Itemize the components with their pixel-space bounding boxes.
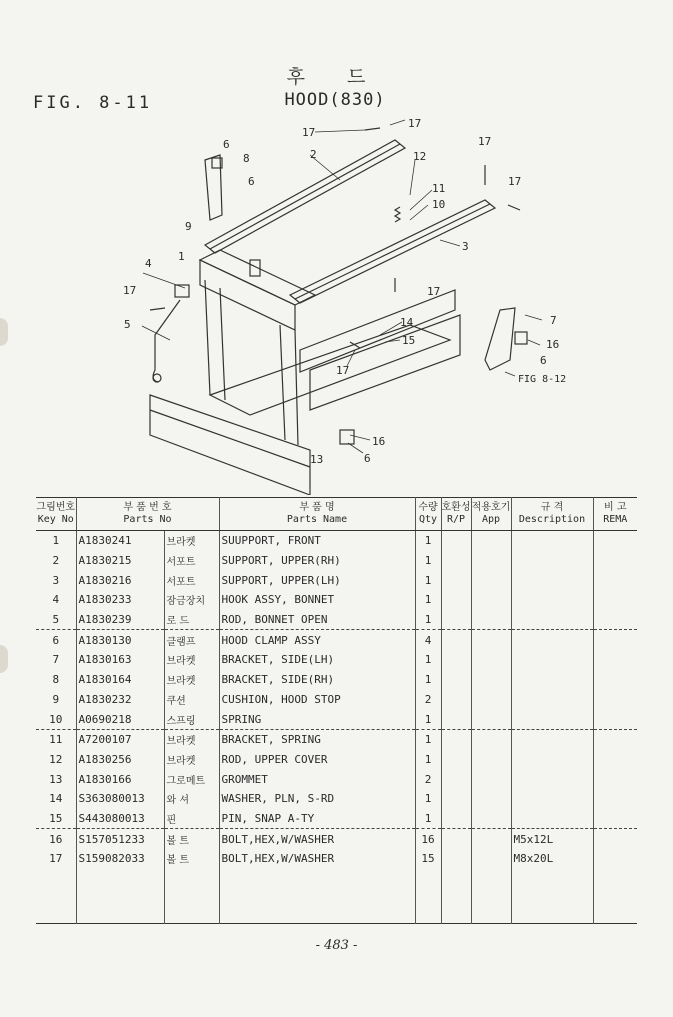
hood-frame-drawing [150, 128, 527, 495]
app-cell [471, 769, 511, 789]
callout-17: 17 [123, 284, 137, 297]
part-number-cell: A1830215 [76, 551, 164, 571]
rp-cell [441, 750, 471, 770]
app-cell [471, 829, 511, 849]
app-cell [471, 570, 511, 590]
description-cell [511, 670, 593, 690]
description-cell [511, 789, 593, 809]
remarks-cell [593, 829, 637, 849]
qty-cell: 1 [415, 610, 441, 630]
qty-cell: 1 [415, 551, 441, 571]
remarks-cell [593, 789, 637, 809]
page-title: HOOD(830) [284, 90, 386, 110]
callout-10: 10 [432, 198, 446, 211]
rp-cell [441, 690, 471, 710]
rp-cell [441, 809, 471, 829]
header-remarks: 비 고 REMA [593, 498, 637, 531]
table-row [36, 789, 637, 809]
callout-4: 4 [145, 257, 152, 270]
app-cell [471, 849, 511, 869]
korean-name-cell: 브라켓 [164, 670, 219, 690]
description-cell [511, 650, 593, 670]
korean-name-cell: 쿠션 [164, 690, 219, 710]
remarks-cell [593, 551, 637, 571]
qty-cell: 1 [415, 590, 441, 610]
header-description: 규 격 Description [511, 498, 593, 531]
callout-12: 12 [413, 150, 427, 163]
rp-cell [441, 551, 471, 571]
empty-cell [511, 869, 593, 924]
binder-hole [0, 318, 8, 346]
callout-15: 15 [402, 334, 416, 347]
part-name-cell: GROMMET [219, 769, 415, 789]
figure-label: FIG. 8-11 [33, 93, 153, 113]
empty-cell [219, 869, 415, 924]
empty-cell [164, 869, 219, 924]
qty-cell: 1 [415, 809, 441, 829]
part-name-cell: PIN, SNAP A-TY [219, 809, 415, 829]
empty-cell [76, 869, 164, 924]
rp-cell [441, 610, 471, 630]
empty-cell [36, 869, 76, 924]
part-number-cell: A1830166 [76, 769, 164, 789]
rp-cell [441, 650, 471, 670]
table-row [36, 849, 637, 869]
part-name-cell: BRACKET, SIDE(LH) [219, 650, 415, 670]
description-cell [511, 769, 593, 789]
key-cell: 10 [36, 709, 76, 729]
callout-6: 6 [540, 354, 547, 367]
rp-cell [441, 590, 471, 610]
remarks-cell [593, 750, 637, 770]
empty-cell [471, 869, 511, 924]
table-row [36, 809, 637, 829]
part-number-cell: A0690218 [76, 709, 164, 729]
part-number-cell: S159082033 [76, 849, 164, 869]
korean-name-cell: 핀 [164, 809, 219, 829]
callout-13: 13 [310, 453, 324, 466]
key-cell: 8 [36, 670, 76, 690]
key-cell: 4 [36, 590, 76, 610]
qty-cell: 1 [415, 570, 441, 590]
korean-name-cell: 서포트 [164, 551, 219, 571]
callout-16: 16 [546, 338, 560, 351]
callout-6: 6 [364, 452, 371, 465]
callout-5: 5 [124, 318, 131, 331]
rp-cell [441, 670, 471, 690]
remarks-cell [593, 590, 637, 610]
part-name-cell: SUUPPORT, FRONT [219, 531, 415, 551]
app-cell [471, 590, 511, 610]
callout-7: 7 [550, 314, 557, 327]
korean-name-cell: 클램프 [164, 630, 219, 650]
qty-cell: 2 [415, 769, 441, 789]
app-cell [471, 809, 511, 829]
callout-17: 17 [478, 135, 492, 148]
key-cell: 15 [36, 809, 76, 829]
qty-cell: 16 [415, 829, 441, 849]
part-number-cell: S157051233 [76, 829, 164, 849]
app-cell [471, 709, 511, 729]
callout-6: 6 [248, 175, 255, 188]
part-number-cell: A1830164 [76, 670, 164, 690]
part-number-cell: S443080013 [76, 809, 164, 829]
page-title-korean: 후 드 [286, 66, 384, 88]
part-number-cell: S363080013 [76, 789, 164, 809]
part-number-cell: A1830241 [76, 531, 164, 551]
rp-cell [441, 769, 471, 789]
description-cell: M8x20L [511, 849, 593, 869]
figure-reference: FIG 8-12 [518, 374, 567, 385]
korean-name-cell: 브라켓 [164, 650, 219, 670]
part-number-cell: A1830256 [76, 750, 164, 770]
table-row [36, 610, 637, 630]
page-number: - 483 - [315, 938, 358, 953]
rp-cell [441, 849, 471, 869]
description-cell [511, 570, 593, 590]
rp-cell [441, 630, 471, 650]
app-cell [471, 670, 511, 690]
callout-17: 17 [408, 117, 422, 130]
part-number-cell: A1830232 [76, 690, 164, 710]
description-cell [511, 709, 593, 729]
part-number-cell: A1830130 [76, 630, 164, 650]
part-name-cell: SUPPORT, UPPER(LH) [219, 570, 415, 590]
rp-cell [441, 570, 471, 590]
key-cell: 17 [36, 849, 76, 869]
key-cell: 14 [36, 789, 76, 809]
table-row [36, 750, 637, 770]
callout-8: 8 [243, 152, 250, 165]
exploded-parts-diagram [110, 110, 580, 495]
korean-name-cell: 브라켓 [164, 729, 219, 749]
part-name-cell: BRACKET, SIDE(RH) [219, 670, 415, 690]
qty-cell: 2 [415, 690, 441, 710]
korean-name-cell: 스프링 [164, 709, 219, 729]
app-cell [471, 551, 511, 571]
remarks-cell [593, 650, 637, 670]
table-row [36, 769, 637, 789]
rp-cell [441, 829, 471, 849]
header-qty: 수량 Qty [415, 498, 441, 531]
app-cell [471, 690, 511, 710]
part-number-cell: A1830233 [76, 590, 164, 610]
key-cell: 11 [36, 729, 76, 749]
description-cell [511, 690, 593, 710]
table-row [36, 570, 637, 590]
qty-cell: 15 [415, 849, 441, 869]
header-parts-no: 부 품 번 호 Parts No [76, 498, 219, 531]
callout-11: 11 [432, 182, 446, 195]
korean-name-cell: 와 셔 [164, 789, 219, 809]
table-header-row [36, 498, 637, 531]
table-row [36, 650, 637, 670]
app-cell [471, 650, 511, 670]
empty-cell [593, 869, 637, 924]
header-parts-name: 부 품 명 Parts Name [219, 498, 415, 531]
part-name-cell: SPRING [219, 709, 415, 729]
qty-cell: 4 [415, 630, 441, 650]
callout-17: 17 [302, 126, 316, 139]
qty-cell: 1 [415, 709, 441, 729]
rp-cell [441, 729, 471, 749]
remarks-cell [593, 630, 637, 650]
remarks-cell [593, 729, 637, 749]
korean-name-cell: 볼 트 [164, 829, 219, 849]
table-row [36, 670, 637, 690]
remarks-cell [593, 709, 637, 729]
key-cell: 9 [36, 690, 76, 710]
part-number-cell: A1830216 [76, 570, 164, 590]
callout-17: 17 [336, 364, 350, 377]
remarks-cell [593, 809, 637, 829]
part-name-cell: ROD, UPPER COVER [219, 750, 415, 770]
part-name-cell: ROD, BONNET OPEN [219, 610, 415, 630]
table-row [36, 531, 637, 551]
part-name-cell: BOLT,HEX,W/WASHER [219, 849, 415, 869]
description-cell [511, 590, 593, 610]
app-cell [471, 729, 511, 749]
key-cell: 2 [36, 551, 76, 571]
callout-6: 6 [223, 138, 230, 151]
table-row [36, 630, 637, 650]
table-filler-row [36, 869, 637, 924]
table-row [36, 709, 637, 729]
callout-14: 14 [400, 316, 414, 329]
part-name-cell: BRACKET, SPRING [219, 729, 415, 749]
table-row [36, 729, 637, 749]
header-rp: 호환성 R/P [441, 498, 471, 531]
header-key-no: 그림번호 Key No [36, 498, 76, 531]
empty-cell [415, 869, 441, 924]
korean-name-cell: 그로메트 [164, 769, 219, 789]
part-name-cell: CUSHION, HOOD STOP [219, 690, 415, 710]
key-cell: 6 [36, 630, 76, 650]
table-row [36, 551, 637, 571]
part-name-cell: HOOD CLAMP ASSY [219, 630, 415, 650]
rp-cell [441, 531, 471, 551]
part-number-cell: A1830239 [76, 610, 164, 630]
remarks-cell [593, 690, 637, 710]
qty-cell: 1 [415, 789, 441, 809]
table-row [36, 690, 637, 710]
app-cell [471, 789, 511, 809]
rp-cell [441, 709, 471, 729]
qty-cell: 1 [415, 650, 441, 670]
korean-name-cell: 서포트 [164, 570, 219, 590]
callout-2: 2 [310, 148, 317, 161]
qty-cell: 1 [415, 531, 441, 551]
app-cell [471, 630, 511, 650]
header-app: 적용호기 App [471, 498, 511, 531]
remarks-cell [593, 670, 637, 690]
qty-cell: 1 [415, 750, 441, 770]
app-cell [471, 610, 511, 630]
part-name-cell: BOLT,HEX,W/WASHER [219, 829, 415, 849]
key-cell: 3 [36, 570, 76, 590]
table-row [36, 829, 637, 849]
app-cell [471, 531, 511, 551]
part-name-cell: SUPPORT, UPPER(RH) [219, 551, 415, 571]
description-cell [511, 809, 593, 829]
qty-cell: 1 [415, 670, 441, 690]
remarks-cell [593, 610, 637, 630]
remarks-cell [593, 849, 637, 869]
key-cell: 7 [36, 650, 76, 670]
callout-1: 1 [178, 250, 185, 263]
table-row [36, 590, 637, 610]
description-cell [511, 750, 593, 770]
callout-3: 3 [462, 240, 469, 253]
remarks-cell [593, 570, 637, 590]
remarks-cell [593, 769, 637, 789]
callout-9: 9 [185, 220, 192, 233]
key-cell: 12 [36, 750, 76, 770]
key-cell: 1 [36, 531, 76, 551]
callout-17: 17 [427, 285, 441, 298]
part-number-cell: A1830163 [76, 650, 164, 670]
empty-cell [441, 869, 471, 924]
korean-name-cell: 로 드 [164, 610, 219, 630]
description-cell [511, 551, 593, 571]
korean-name-cell: 브라켓 [164, 531, 219, 551]
rp-cell [441, 789, 471, 809]
key-cell: 5 [36, 610, 76, 630]
description-cell: M5x12L [511, 829, 593, 849]
callout-17: 17 [508, 175, 522, 188]
description-cell [511, 729, 593, 749]
key-cell: 13 [36, 769, 76, 789]
part-name-cell: HOOK ASSY, BONNET [219, 590, 415, 610]
korean-name-cell: 브라켓 [164, 750, 219, 770]
binder-hole [0, 645, 8, 673]
description-cell [511, 610, 593, 630]
callout-16: 16 [372, 435, 386, 448]
part-number-cell: A7200107 [76, 729, 164, 749]
parts-list-table [36, 497, 637, 924]
part-name-cell: WASHER, PLN, S-RD [219, 789, 415, 809]
parts-list-body [36, 531, 637, 924]
korean-name-cell: 볼 트 [164, 849, 219, 869]
app-cell [471, 750, 511, 770]
qty-cell: 1 [415, 729, 441, 749]
description-cell [511, 630, 593, 650]
remarks-cell [593, 531, 637, 551]
korean-name-cell: 잠금장치 [164, 590, 219, 610]
description-cell [511, 531, 593, 551]
key-cell: 16 [36, 829, 76, 849]
